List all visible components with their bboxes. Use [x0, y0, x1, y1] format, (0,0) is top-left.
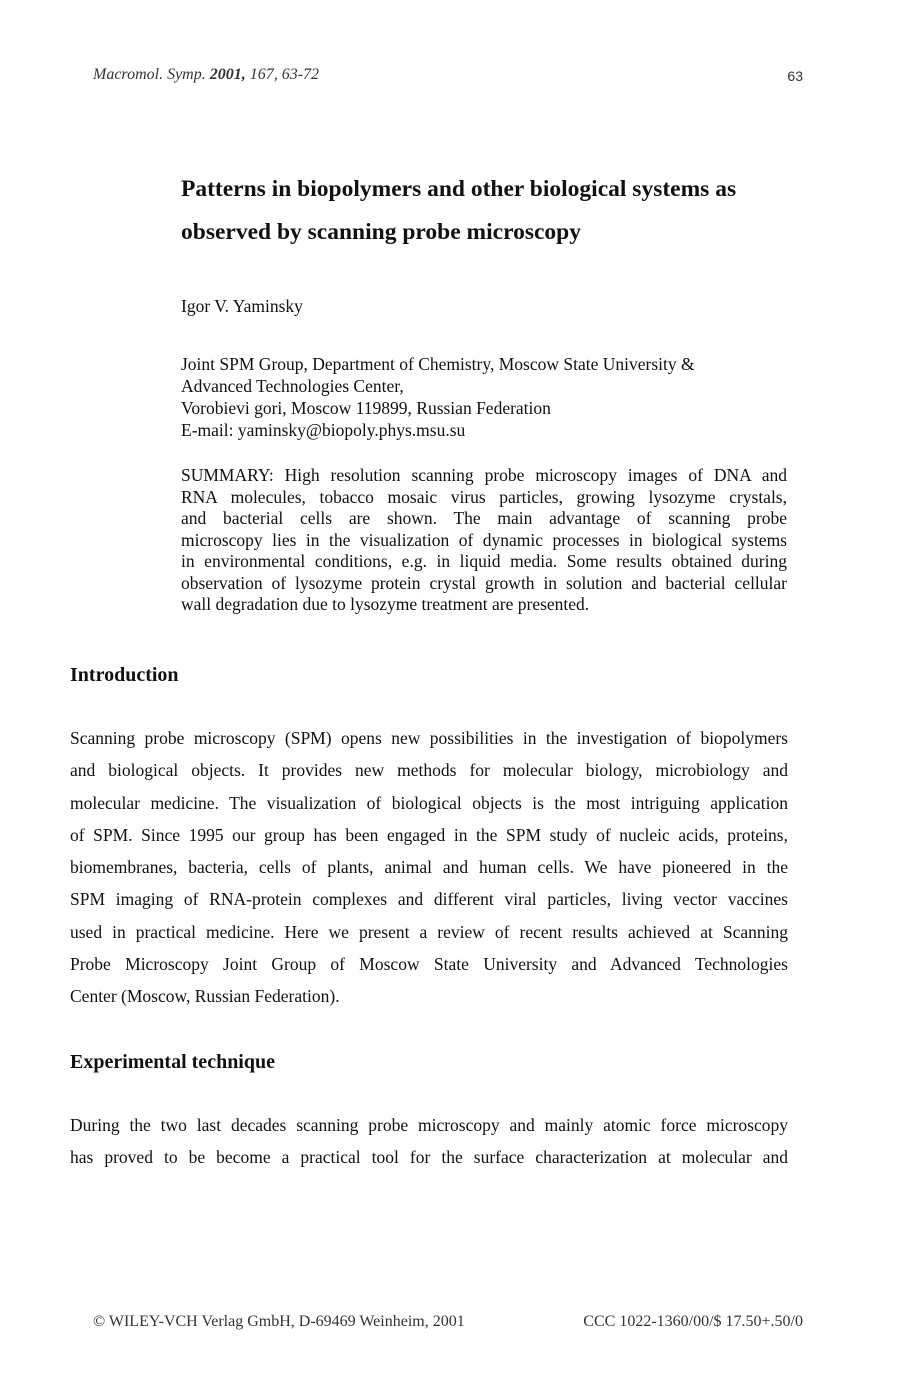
affiliation-line: Advanced Technologies Center,	[181, 376, 404, 396]
summary-line: SUMMARY: High resolution scanning probe microscopy images of DNA and	[181, 465, 787, 485]
experimental-paragraph	[70, 1109, 788, 1174]
affiliation-email: E-mail: yaminsky@biopoly.phys.msu.su	[181, 420, 466, 440]
affiliation-line: Vorobievi gori, Moscow 119899, Russian Federation	[181, 398, 551, 418]
paragraph-line: molecular medicine. The visualization of biological objects is the most intriguing application	[70, 792, 788, 813]
journal-name: Macromol. Symp.	[93, 66, 206, 83]
summary-line: and bacterial cells are shown. The main advantage of scanning probe	[181, 508, 787, 528]
summary-line: wall degradation due to lysozyme treatment are presented.	[181, 594, 590, 614]
journal-volume-pages: 167, 63-72	[249, 66, 320, 83]
summary-line: in environmental conditions, e.g. in liquid media. Some results obtained during	[181, 551, 787, 571]
footer-copyright: © WILEY-VCH Verlag GmbH, D-69469 Weinheim, 2001	[93, 1313, 465, 1330]
affiliation-line: Joint SPM Group, Department of Chemistry, Moscow State University &	[181, 354, 695, 374]
summary-line: microscopy lies in the visualization of dynamic processes in biological systems	[181, 529, 787, 550]
summary-abstract	[181, 465, 787, 616]
introduction-paragraph	[70, 722, 788, 1013]
paragraph-line: and biological objects. It provides new methods for molecular biology, microbiology and	[70, 760, 788, 781]
page-number: 63	[787, 68, 803, 84]
author-name: Igor V. Yaminsky	[181, 296, 303, 316]
summary-line: observation of lysozyme protein crystal growth in solution and bacterial cellular	[181, 572, 787, 593]
affiliation-block	[181, 353, 695, 441]
section-heading-experimental-technique: Experimental technique	[70, 1051, 275, 1073]
paragraph-line: Center (Moscow, Russian Federation).	[70, 986, 340, 1007]
section-heading-introduction: Introduction	[70, 664, 179, 686]
journal-year: 2001,	[209, 66, 246, 83]
paragraph-line: During the two last decades scanning probe microscopy and mainly atomic force microscopy	[70, 1115, 788, 1135]
paragraph-line: has proved to be become a practical tool for the surface characterization at molecular and	[70, 1147, 788, 1168]
summary-line: RNA molecules, tobacco mosaic virus particles, growing lysozyme crystals,	[181, 486, 787, 507]
title-line: observed by scanning probe microscopy	[181, 219, 581, 245]
title-line: Patterns in biopolymers and other biological systems as	[181, 176, 737, 202]
paragraph-line: used in practical medicine. Here we present a review of recent results achieved at Scanning	[70, 921, 788, 942]
footer-ccc-code: CCC 1022-1360/00/$ 17.50+.50/0	[583, 1313, 803, 1330]
paragraph-line: SPM imaging of RNA-protein complexes and different viral particles, living vector vaccines	[70, 889, 788, 910]
paragraph-line: biomembranes, bacteria, cells of plants, animal and human cells. We have pioneered in the	[70, 857, 788, 878]
paper-title	[181, 168, 821, 254]
paragraph-line: of SPM. Since 1995 our group has been engaged in the SPM study of nucleic acids, proteins,	[70, 824, 788, 845]
running-head	[93, 66, 319, 84]
paragraph-line: Scanning probe microscopy (SPM) opens new possibilities in the investigation of biopolymers	[70, 728, 788, 748]
paragraph-line: Probe Microscopy Joint Group of Moscow State University and Advanced Technologies	[70, 954, 788, 975]
